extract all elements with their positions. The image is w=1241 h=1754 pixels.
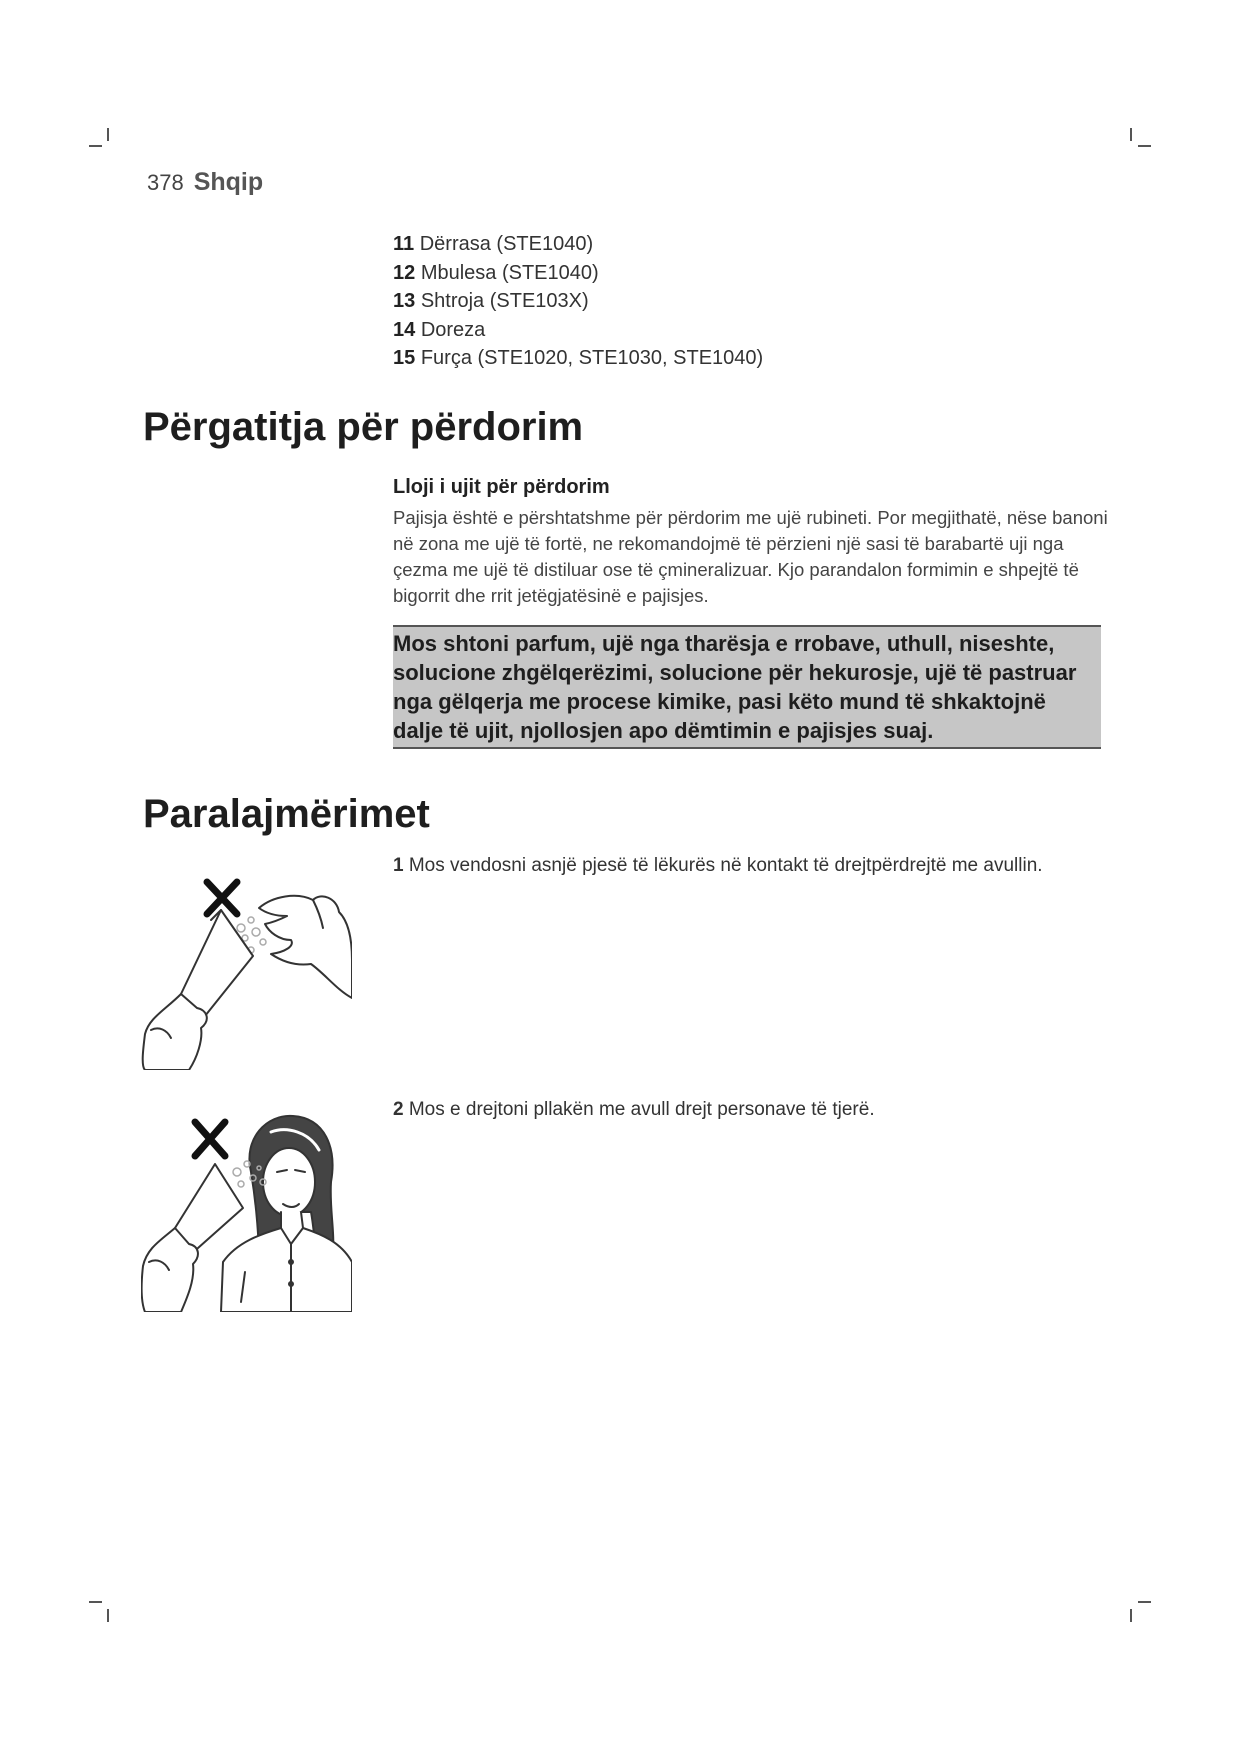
crop-mark [89, 1601, 102, 1603]
item-text: Furça (STE1020, STE1030, STE1040) [420, 347, 764, 369]
parts-list [393, 230, 763, 373]
item-text: Shtroja (STE103X) [420, 290, 589, 312]
crop-mark [107, 1609, 109, 1622]
warning-item-2 [393, 1099, 875, 1121]
prohibited-cross-icon [207, 882, 237, 914]
item-number: 12 [393, 261, 416, 284]
item-number: 11 [393, 233, 415, 255]
crop-mark [107, 128, 109, 141]
hand-icon [259, 896, 352, 998]
prohibited-cross-icon [195, 1122, 225, 1156]
list-item [393, 287, 763, 316]
list-item [393, 316, 763, 345]
item-number: 13 [393, 290, 416, 312]
page-language: Shqip [193, 168, 264, 196]
crop-mark [1130, 1609, 1132, 1622]
person-icon [221, 1116, 352, 1312]
item-text: Mbulesa (STE1040) [420, 261, 599, 284]
item-text: Mos e drejtoni pllakën me avull drejt personave të tjerë. [408, 1099, 875, 1120]
list-item [393, 230, 763, 259]
water-type-paragraph: Pajisja është e përshtatshme për përdorim me ujë rubineti. Por megjithatë, nëse banoni në zona me ujë të fortë, ne rekomandojmë të përzieni një sasi të barabartë uji nga çezma me ujë të distiluar ose të çmineralizuar. Kjo parandalon formimin e shpejtë të bigorrit dhe rrit jetëgjatësinë e pajisjes. [393, 507, 1108, 606]
list-item [393, 259, 763, 288]
item-number: 15 [393, 347, 416, 369]
crop-mark [1138, 1601, 1151, 1603]
caution-box: Mos shtoni parfum, ujë nga tharësja e rrobave, uthull, niseshte, solucione zhgëlqerëzimi, solucione për hekurosje, ujë të pastruar nga gëlqerja me procese kimike, pasi këto mund të shkaktojnë dalje të ujit, njollosjen apo dëmtimin e pajisjes suaj. [393, 625, 1101, 749]
crop-mark [1138, 145, 1151, 147]
list-item [393, 344, 763, 373]
section-title-preparation: Përgatitja për përdorim [143, 405, 584, 449]
section-title-warnings: Paralajmërimet [143, 792, 430, 836]
item-number: 1 [393, 855, 404, 876]
item-text: Mos vendosni asnjë pjesë të lëkurës në kontakt të drejtpërdrejtë me avullin. [408, 855, 1043, 876]
crop-mark [1130, 128, 1132, 141]
page-header [147, 168, 263, 197]
crop-mark [89, 145, 102, 147]
illustration-steam-hand [141, 870, 352, 1070]
item-number: 2 [393, 1099, 404, 1120]
item-text: Dërrasa (STE1040) [419, 233, 594, 255]
subsection-title: Lloji i ujit për përdorim [393, 476, 610, 498]
warning-item-1 [393, 855, 1043, 877]
page-number: 378 [147, 170, 184, 195]
illustration-steam-person [141, 1112, 352, 1312]
item-text: Doreza [420, 318, 486, 341]
item-number: 14 [393, 318, 416, 341]
